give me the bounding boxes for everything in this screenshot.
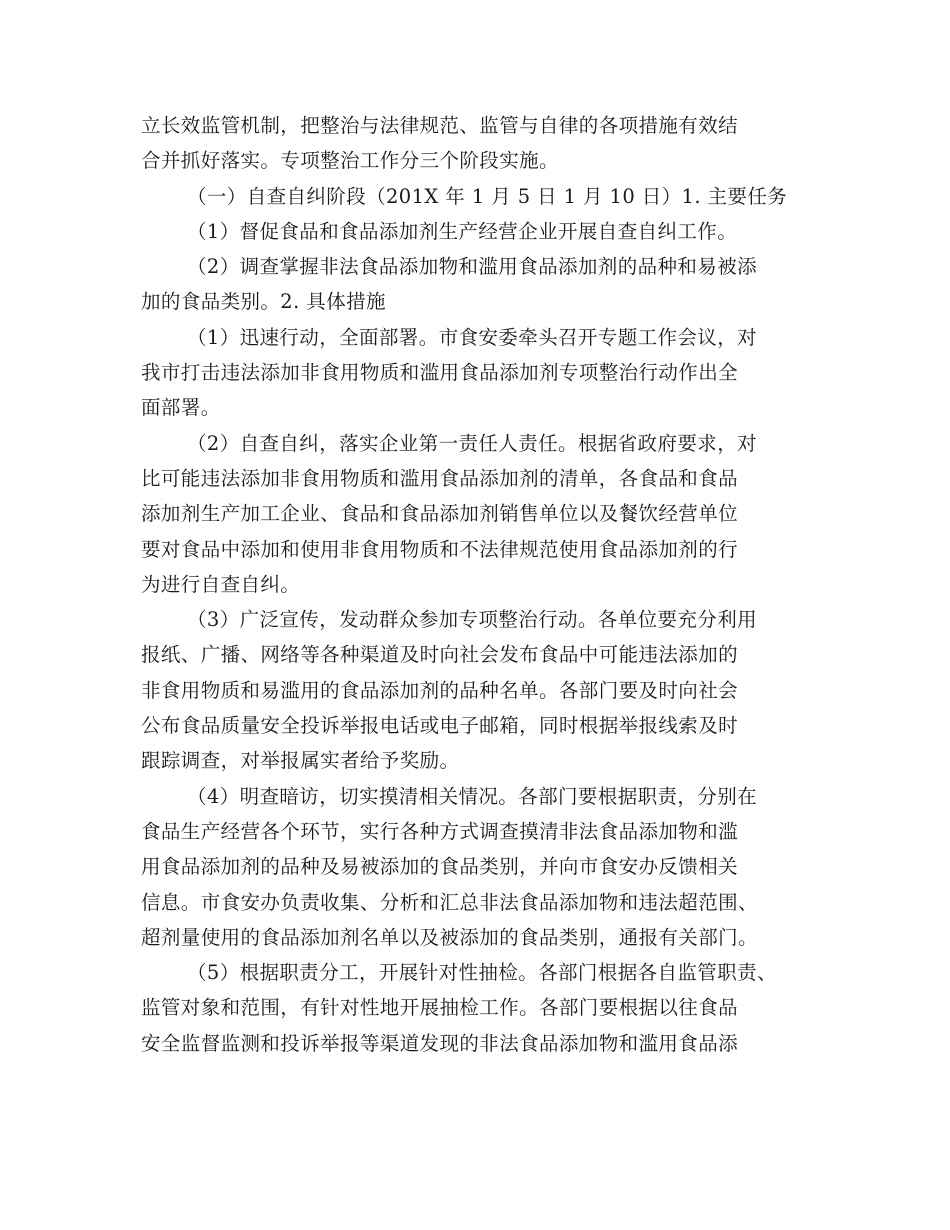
text-line: （1）督促食品和食品添加剂生产经营企业开展自查自纠工作。 xyxy=(187,219,738,243)
text-line: 立长效监管机制，把整治与法律规范、监管与自律的各项措施有效结 xyxy=(141,114,739,137)
text-line: 食品生产经营各个环节，实行各种方式调查摸清非法食品添加物和滥 xyxy=(141,819,739,843)
text-line: 监管对象和范围，有针对性地开展抽检工作。各部门要根据以往食品 xyxy=(141,996,739,1020)
text-line: 比可能违法添加非食用物质和滥用食品添加剂的清单，各食品和食品 xyxy=(141,466,739,490)
text-line: 要对食品中添加和使用非食用物质和不法律规范使用食品添加剂的行 xyxy=(141,537,739,561)
text-line: （5）根据职责分工，开展针对性抽检。各部门根据各自监管职责、 xyxy=(187,961,777,985)
document-body xyxy=(141,108,831,1061)
text-line: 加的食品类别。2. 具体措施 xyxy=(141,290,386,314)
text-line: 为进行自查自纠。 xyxy=(141,572,301,596)
text-line: （2）调查掌握非法食品添加物和滥用食品添加剂的品种和易被添 xyxy=(187,255,758,279)
text-line: 我市打击违法添加非食用物质和滥用食品添加剂专项整治行动作出全 xyxy=(141,361,739,385)
text-line: 公布食品质量安全投诉举报电话或电子邮箱，同时根据举报线索及时 xyxy=(141,714,739,738)
text-line: 信息。市食安办负责收集、分析和汇总非法食品添加物和违法超范围、 xyxy=(141,890,758,914)
text-line: （2）自查自纠，落实企业第一责任人责任。根据省政府要求，对 xyxy=(187,431,758,455)
text-line: 超剂量使用的食品添加剂名单以及被添加的食品类别，通报有关部门。 xyxy=(141,925,758,949)
text-line: 合并抓好落实。专项整治工作分三个阶段实施。 xyxy=(141,149,559,173)
text-line: 添加剂生产加工企业、食品和食品添加剂销售单位以及餐饮经营单位 xyxy=(141,502,739,526)
text-line: 跟踪调查，对举报属实者给予奖励。 xyxy=(141,749,460,773)
text-line: （3）广泛宣传，发动群众参加专项整治行动。各单位要充分利用 xyxy=(187,608,758,632)
text-line: 面部署。 xyxy=(141,396,221,420)
section-heading: （一）自查自纠阶段（201X 年 1 月 5 日 1 月 10 日）1. 主要任务 xyxy=(187,184,788,208)
text-line: 安全监督监测和投诉举报等渠道发现的非法食品添加物和滥用食品添 xyxy=(141,1031,739,1055)
text-line: 报纸、广播、网络等各种渠道及时向社会发布食品中可能违法添加的 xyxy=(141,643,739,667)
text-line: （1）迅速行动，全面部署。市食安委牵头召开专题工作会议，对 xyxy=(187,325,758,349)
text-line: 用食品添加剂的品种及易被添加的食品类别，并向市食安办反馈相关 xyxy=(141,855,739,879)
text-line: 非食用物质和易滥用的食品添加剂的品种名单。各部门要及时向社会 xyxy=(141,678,739,702)
text-line: （4）明查暗访，切实摸清相关情况。各部门要根据职责，分别在 xyxy=(187,784,758,808)
